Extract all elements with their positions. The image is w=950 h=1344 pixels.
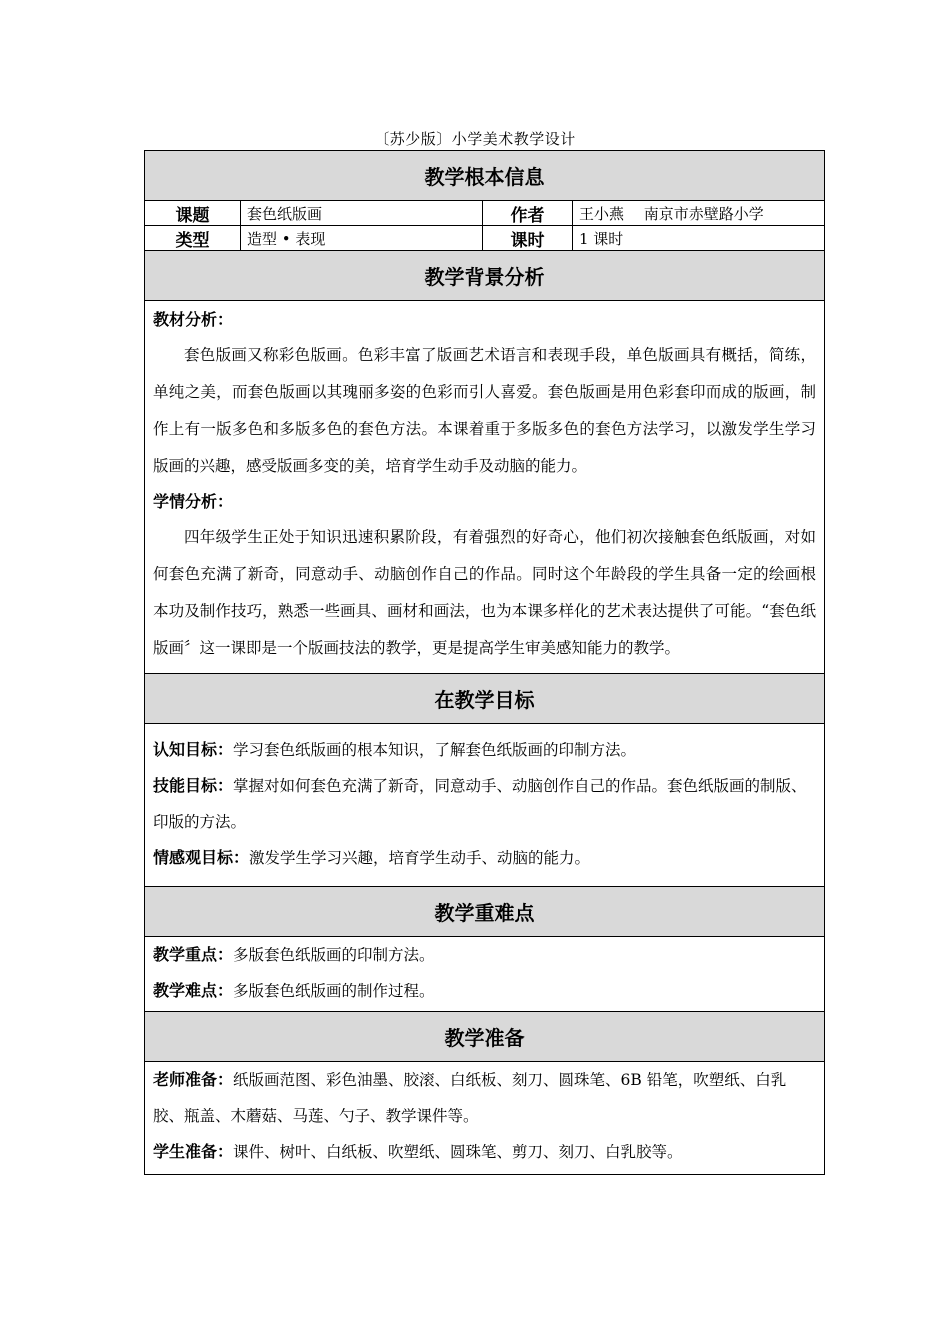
emotion-objective [153, 840, 816, 876]
section-heading-key-points: 教学重难点 [145, 887, 824, 937]
student-preparation [153, 1134, 816, 1170]
cognitive-label: 认知目标： [153, 740, 234, 759]
info-row-topic [145, 201, 824, 226]
emotion-text: 激发学生学习兴趣，培育学生动手、动脑的能力。 [249, 849, 591, 867]
student-label: 学生准备： [153, 1142, 234, 1161]
skill-objective [153, 768, 816, 840]
section-heading-objectives: 在教学目标 [145, 674, 824, 724]
preparation-block [145, 1062, 824, 1174]
difficulty-label: 教学难点： [153, 981, 234, 1000]
author-value: 王小燕 南京市赤壁路小学 [579, 204, 764, 223]
learner-analysis-label: 学情分析： [153, 492, 234, 511]
learner-analysis-label-line [153, 485, 816, 519]
skill-label: 技能目标： [153, 776, 234, 795]
cognitive-objective [153, 732, 816, 768]
document-title: 〔苏少版〕小学美术教学设计 [374, 130, 576, 148]
cognitive-text: 学习套色纸版画的根本知识，了解套色纸版画的印制方法。 [233, 741, 637, 759]
lesson-plan-table [144, 150, 825, 1175]
difficulty-text: 多版套色纸版画的制作过程。 [233, 982, 435, 1000]
section-heading-background: 教学背景分析 [145, 251, 824, 301]
type-value: 造型 • 表现 [241, 226, 483, 250]
hours-label: 课时 [483, 226, 573, 250]
learner-analysis-text: 四年级学生正处于知识迅速积累阶段，有着强烈的好奇心，他们初次接触套色纸版画，对如何套色充满了新奇，同意动手、动脑创作自己的作品。同时这个年龄段的学生具备一定的绘画根本功及制作技巧，熟悉一些画具、画材和画法，也为本课多样化的艺术表达提供了可能。“套色纸版画〞这一课即是一个版画技法的教学，更是提高学生审美感知能力的教学。 [153, 528, 816, 657]
teacher-label: 老师准备： [153, 1070, 234, 1089]
hours-value: 1 课时 [579, 229, 624, 248]
key-points-block [145, 937, 824, 1012]
student-text: 课件、树叶、白纸板、吹塑纸、圆珠笔、剪刀、刻刀、白乳胶等。 [233, 1143, 683, 1161]
info-row-type [145, 226, 824, 251]
skill-text: 掌握对如何套色充满了新奇，同意动手、动脑创作自己的作品。套色纸版画的制版、印版的方法。 [153, 777, 807, 831]
objectives-block [145, 724, 824, 887]
topic-value: 套色纸版画 [241, 201, 483, 225]
emotion-label: 情感观目标： [153, 848, 250, 867]
material-analysis-label: 教材分析： [153, 310, 234, 329]
teacher-preparation [153, 1062, 816, 1134]
focus-text: 多版套色纸版画的印制方法。 [233, 946, 435, 964]
section-heading-basic-info: 教学根本信息 [145, 151, 824, 201]
section-heading-preparation: 教学准备 [145, 1012, 824, 1062]
type-label: 类型 [145, 226, 241, 250]
teaching-focus [153, 937, 816, 973]
topic-label: 课题 [145, 201, 241, 225]
material-analysis-label-line [153, 303, 816, 337]
focus-label: 教学重点： [153, 945, 234, 964]
material-analysis-text: 套色版画又称彩色版画。色彩丰富了版画艺术语言和表现手段，单色版画具有概括，简练，单纯之美，而套色版画以其瑰丽多姿的色彩而引人喜爱。套色版画是用色彩套印而成的版画，制作上有一版多色和多版多色的套色方法。本课着重于多版多色的套色方法学习，以激发学生学习版画的兴趣，感受版画多变的美，培育学生动手及动脑的能力。 [153, 346, 816, 475]
background-analysis-block [145, 301, 824, 674]
author-label: 作者 [483, 201, 573, 225]
teaching-difficulty [153, 973, 816, 1009]
teacher-text: 纸版画范图、彩色油墨、胶滚、白纸板、刻刀、圆珠笔、6B 铅笔，吹塑纸、白乳胶、瓶盖、木蘑菇、马莲、勺子、教学课件等。 [153, 1071, 787, 1125]
